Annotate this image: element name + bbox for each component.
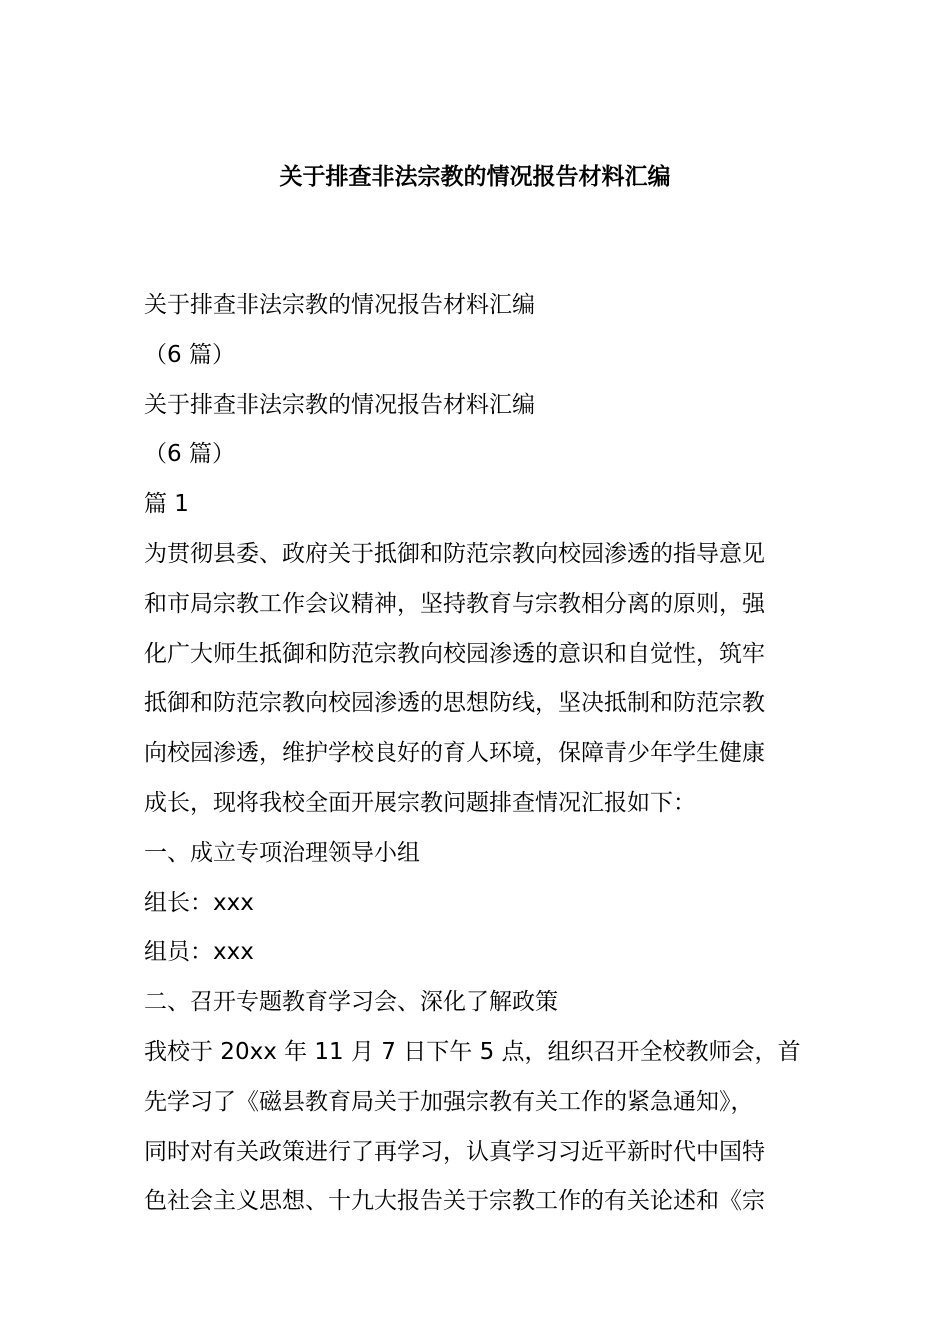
document-body	[144, 281, 808, 1227]
body-line: 关于排查非法宗教的情况报告材料汇编	[144, 391, 535, 418]
body-line: 组员：xxx	[144, 939, 254, 966]
body-line: （6 篇）	[144, 341, 235, 368]
body-line: 色社会主义思想、十九大报告关于宗教工作的有关论述和《宗	[144, 1188, 765, 1215]
body-line: 和市局宗教工作会议精神，坚持教育与宗教相分离的原则，强	[144, 590, 765, 617]
body-line: 向校园渗透，维护学校良好的育人环境，保障青少年学生健康	[144, 740, 765, 767]
section-heading: 一、成立专项治理领导小组	[144, 839, 420, 866]
body-line: 先学习了《磁县教育局关于加强宗教有关工作的紧急通知》，	[144, 1088, 754, 1115]
body-line: 成长，现将我校全面开展宗教问题排查情况汇报如下：	[144, 789, 696, 816]
section-heading: 二、召开专题教育学习会、深化了解政策	[144, 989, 558, 1016]
body-line: 化广大师生抵御和防范宗教向校园渗透的意识和自觉性，筑牢	[144, 640, 765, 667]
body-line: 我校于 20xx 年 11 月 7 日下午 5 点，组织召开全校教师会，首	[144, 1038, 801, 1065]
document-title: 关于排查非法宗教的情况报告材料汇编	[279, 164, 671, 190]
section-heading: 篇 1	[144, 491, 189, 518]
body-line: 同时对有关政策进行了再学习，认真学习习近平新时代中国特	[144, 1138, 765, 1165]
body-line: 为贯彻县委、政府关于抵御和防范宗教向校园渗透的指导意见	[144, 540, 765, 567]
body-line: 关于排查非法宗教的情况报告材料汇编	[144, 292, 535, 318]
body-line: （6 篇）	[144, 441, 235, 468]
body-line: 组长：xxx	[144, 889, 254, 916]
body-line: 抵御和防范宗教向校园渗透的思想防线，坚决抵制和防范宗教	[144, 690, 765, 717]
